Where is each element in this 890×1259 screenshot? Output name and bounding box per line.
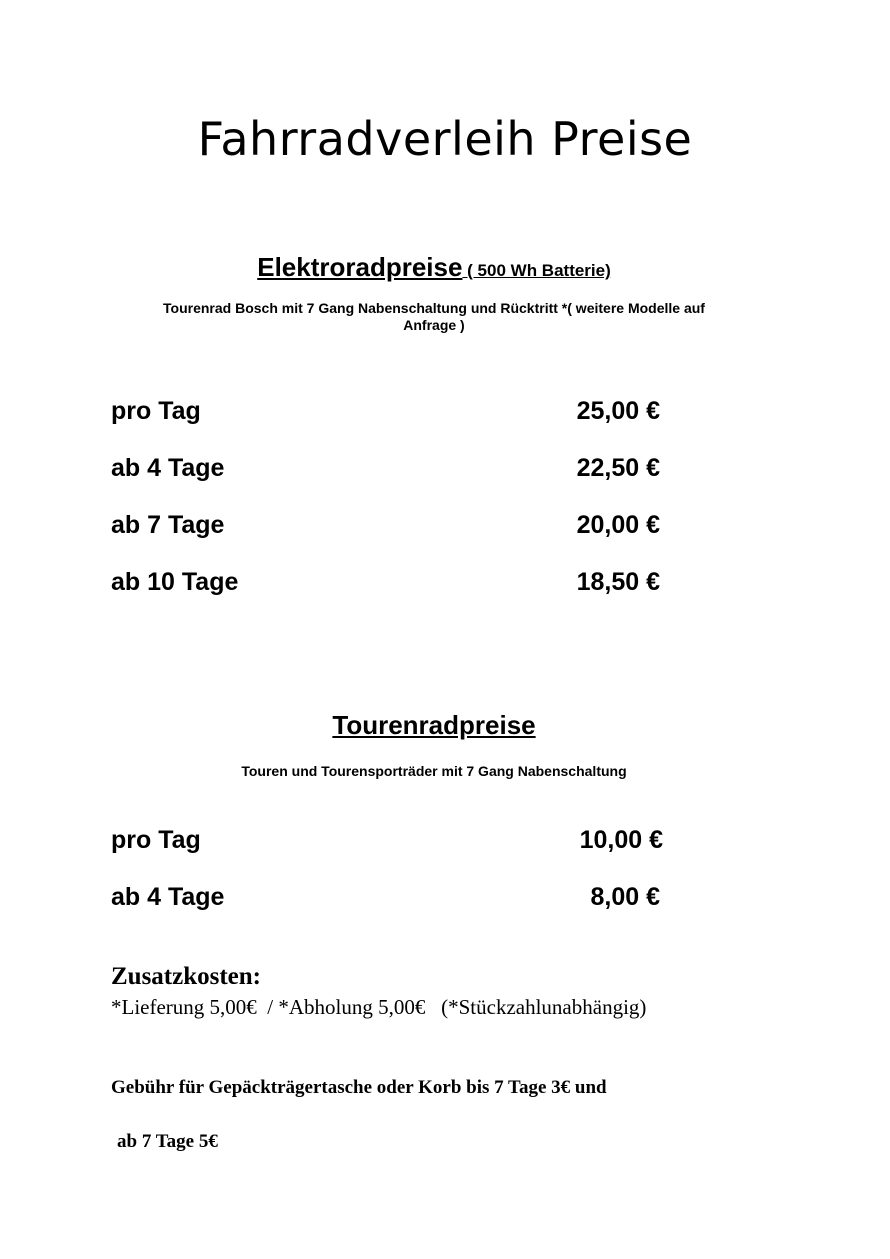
ebike-description-line2: Anfrage ) (403, 317, 465, 333)
ebike-row-label: ab 7 Tage (111, 511, 225, 539)
ebike-heading-suffix: ( 500 Wh Batterie) (462, 261, 611, 280)
extras-fee-line2: ab 7 Tage 5€ (117, 1131, 218, 1152)
ebike-description (0, 300, 868, 334)
ebike-row-label: pro Tag (111, 397, 201, 425)
touring-row-label: pro Tag (111, 826, 201, 854)
touring-heading (0, 710, 868, 741)
ebike-description-line1: Tourenrad Bosch mit 7 Gang Nabenschaltung und Rücktritt *( weitere Modelle auf (163, 300, 705, 316)
ebike-row-price: 22,50 € (576, 454, 660, 482)
page-title: Fahrradverleih Preise (197, 112, 693, 166)
ebike-heading (0, 252, 868, 283)
ebike-row-label: ab 4 Tage (111, 454, 225, 482)
touring-row-price: 10,00 € (579, 826, 663, 854)
touring-description: Touren und Tourensporträder mit 7 Gang Nabenschaltung (241, 763, 627, 779)
ebike-heading-main: Elektroradpreise (257, 252, 463, 282)
touring-row-price: 8,00 € (583, 883, 660, 911)
extras-fee-line1: Gebühr für Gepäckträgertasche oder Korb bis 7 Tage 3€ und (111, 1077, 607, 1098)
touring-row-label: ab 4 Tage (111, 883, 225, 911)
ebike-row-price: 25,00 € (576, 397, 660, 425)
ebike-row-label: ab 10 Tage (111, 568, 239, 596)
extras-delivery-line: *Lieferung 5,00€ / *Abholung 5,00€ (*Stückzahlunabhängig) (111, 995, 647, 1019)
ebike-row-price: 20,00 € (576, 511, 660, 539)
extras-title: Zusatzkosten: (111, 963, 262, 990)
touring-heading-main: Tourenradpreise (332, 710, 536, 740)
ebike-row-price: 18,50 € (576, 568, 660, 596)
